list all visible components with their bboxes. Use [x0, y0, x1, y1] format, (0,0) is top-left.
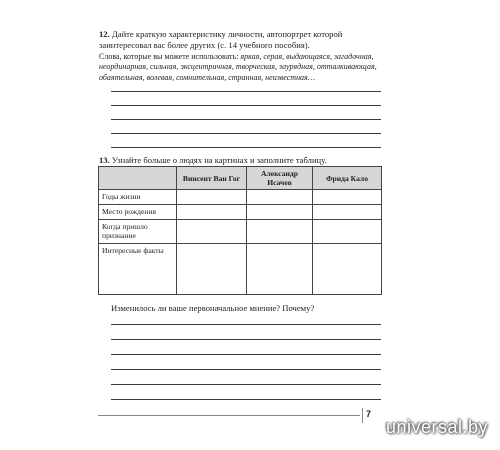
column-header-kahlo: Фрида Кало — [313, 167, 382, 190]
task-13-number: 13. — [99, 155, 110, 165]
table-header-row — [99, 167, 382, 190]
hint-words: яркая, серая, выдающаяся, загадочная, неординарная, сильная, эксцентричная, творческая, заурядная, отталкивающая, обаятельная, волевая, сомнительная, странная, неизвестная… — [99, 52, 377, 82]
table-cell[interactable] — [247, 244, 313, 295]
table-cell[interactable] — [313, 205, 382, 220]
table-row — [99, 220, 382, 244]
task-12-hint — [99, 52, 384, 83]
task-12 — [99, 29, 384, 50]
answer-line[interactable] — [111, 119, 381, 120]
table-cell[interactable] — [177, 220, 247, 244]
answer-line[interactable] — [111, 133, 381, 134]
row-label-facts: Интересные факты — [99, 244, 177, 295]
task-13 — [99, 155, 384, 166]
table-cell[interactable] — [313, 220, 382, 244]
answer-line[interactable] — [111, 384, 381, 385]
answer-line[interactable] — [111, 354, 381, 355]
answer-line[interactable] — [111, 369, 381, 370]
answer-line[interactable] — [111, 399, 381, 400]
row-label-birthplace: Место рождения — [99, 205, 177, 220]
task-12-text: Дайте краткую характеристику личности, автопортрет которой заинтересовал вас более других (с. 14 учебного пособия). — [99, 29, 343, 50]
answer-line[interactable] — [111, 339, 381, 340]
follow-up-question: Изменилось ли ваше первоначальное мнение? Почему? — [111, 303, 315, 313]
table-row — [99, 190, 382, 205]
table-row — [99, 205, 382, 220]
column-header-isachev: Александр Исачев — [247, 167, 313, 190]
answer-line[interactable] — [111, 105, 381, 106]
task-13-text: Узнайте больше о людях на картинах и заполните таблицу. — [111, 155, 327, 165]
table-cell[interactable] — [177, 205, 247, 220]
answer-line[interactable] — [111, 324, 381, 325]
table-corner-cell — [99, 167, 177, 190]
table-row — [99, 244, 382, 295]
page-number: 7 — [366, 409, 372, 419]
table-cell[interactable] — [247, 190, 313, 205]
column-header-van-gogh: Винсент Ван Гог — [177, 167, 247, 190]
watermark: universal.by — [385, 417, 488, 437]
table-cell[interactable] — [313, 190, 382, 205]
answer-line[interactable] — [111, 91, 381, 92]
footer-rule — [98, 415, 360, 416]
table-cell[interactable] — [247, 220, 313, 244]
row-label-recognition: Когда пришло признание — [99, 220, 177, 244]
facts-table — [98, 166, 382, 295]
row-label-years: Годы жизни — [99, 190, 177, 205]
table-cell[interactable] — [313, 244, 382, 295]
table-cell[interactable] — [177, 190, 247, 205]
table-cell[interactable] — [177, 244, 247, 295]
table-cell[interactable] — [247, 205, 313, 220]
page-number-divider — [362, 408, 381, 423]
answer-line[interactable] — [111, 147, 381, 148]
task-12-number: 12. — [99, 29, 110, 39]
hint-lead: Слова, которые вы можете использовать: — [99, 52, 239, 61]
